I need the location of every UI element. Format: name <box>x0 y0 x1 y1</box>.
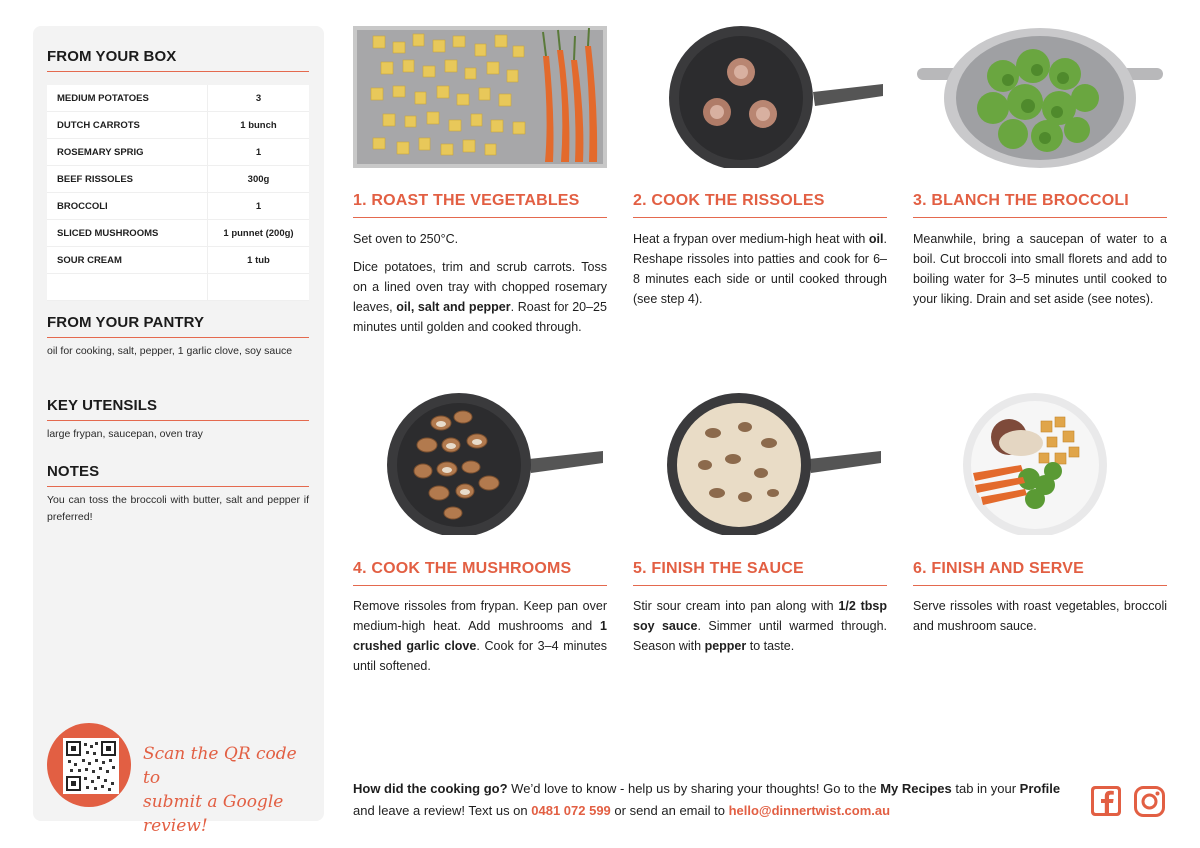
mushroom-sauce-photo <box>633 393 887 535</box>
ingredients-sidebar <box>33 26 324 836</box>
profile-label: Profile <box>1019 781 1061 796</box>
ingredient-qty: 1 tub <box>208 247 310 274</box>
broccoli-steamer-photo <box>913 26 1167 168</box>
qr-review-line-1: Scan the QR code to <box>143 744 297 788</box>
ingredient-name: BROCCOLI <box>47 193 208 220</box>
qr-review-prompt <box>143 742 313 838</box>
ingredient-name: ROSEMARY SPRIG <box>47 139 208 166</box>
step-4-text: Remove rissoles from frypan. Keep pan over medium-high heat. Add mushrooms and 1 crushed garlic clove. Cook for 3–4 minutes until softened. <box>353 599 607 673</box>
step-6-body <box>913 596 1167 644</box>
utensils-text: large frypan, saucepan, oven tray <box>47 428 203 440</box>
step-1-body <box>353 229 607 345</box>
step-6-title: 6. FINISH AND SERVE <box>913 560 1167 586</box>
step-1-text-2: Dice potatoes, trim and scrub carrots. Toss on a lined oven tray with chopped rosemary leaves, oil, salt and pepper. Roast for 20–25 minutes until golden and cooked through. <box>353 260 607 334</box>
instagram-icon[interactable] <box>1134 786 1165 817</box>
step-5-body <box>633 596 887 664</box>
table-row <box>47 220 309 247</box>
notes-text: You can toss the broccoli with butter, salt and pepper if preferred! <box>47 494 309 523</box>
my-recipes-label: My Recipes <box>880 781 952 796</box>
step-3-title: 3. BLANCH THE BROCCOLI <box>913 192 1167 218</box>
step-5-text: Stir sour cream into pan along with 1/2 tbsp soy sauce. Simmer until warmed through. Season with pepper to taste. <box>633 599 887 653</box>
rissoles-frypan-photo <box>633 26 887 168</box>
table-row <box>47 247 309 274</box>
qr-review-line-2: submit a Google review! <box>143 792 284 836</box>
ingredient-qty: 1 punnet (200g) <box>208 220 310 247</box>
ingredient-name: MEDIUM POTATOES <box>47 85 208 112</box>
facebook-icon[interactable] <box>1091 786 1121 816</box>
ingredient-qty: 1 <box>208 193 310 220</box>
ingredient-qty: 3 <box>208 85 310 112</box>
table-row <box>47 193 309 220</box>
ingredient-name: SLICED MUSHROOMS <box>47 220 208 247</box>
step-1-title: 1. ROAST THE VEGETABLES <box>353 192 607 218</box>
table-row <box>47 166 309 193</box>
mushrooms-frypan-photo <box>353 393 607 535</box>
footer-question: How did the cooking go? <box>353 781 508 796</box>
qr-badge <box>47 723 131 807</box>
table-row <box>47 85 309 112</box>
review-footer: How did the cooking go? We’d love to know - help us by sharing your thoughts! Go to the My Recipes tab in your Profile and leave a review! Text us on 0481 072 599 or send an email to hello@dinnertwist.com.au <box>353 781 1061 818</box>
email-link[interactable]: hello@dinnertwist.com.au <box>728 803 891 818</box>
step-6-text: Serve rissoles with roast vegetables, broccoli and mushroom sauce. <box>913 599 1167 633</box>
ingredient-qty: 300g <box>208 166 310 193</box>
ingredient-qty: 1 <box>208 139 310 166</box>
table-row-empty <box>47 274 309 301</box>
step-1-text: Set oven to 250°C. <box>353 232 459 246</box>
ingredient-name: SOUR CREAM <box>47 247 208 274</box>
from-your-box-heading: FROM YOUR BOX <box>47 48 309 72</box>
step-5-title: 5. FINISH THE SAUCE <box>633 560 887 586</box>
ingredient-qty: 1 bunch <box>208 112 310 139</box>
ingredients-table <box>47 85 309 301</box>
notes-heading: NOTES <box>47 463 309 487</box>
table-row <box>47 139 309 166</box>
qr-code-icon[interactable] <box>63 738 119 794</box>
step-4-body <box>353 596 607 684</box>
step-2-text: Heat a frypan over medium-high heat with oil. Reshape rissoles into patties and cook for 6–8 minutes each side or until cooked through (see step 4). <box>633 232 887 306</box>
step-4-title: 4. COOK THE MUSHROOMS <box>353 560 607 586</box>
step-2-title: 2. COOK THE RISSOLES <box>633 192 887 218</box>
roast-vegetables-photo <box>353 26 607 168</box>
ingredient-name: DUTCH CARROTS <box>47 112 208 139</box>
from-your-pantry-heading: FROM YOUR PANTRY <box>47 314 309 338</box>
step-2-body <box>633 229 887 317</box>
pantry-text: oil for cooking, salt, pepper, 1 garlic clove, soy sauce <box>47 345 293 357</box>
phone-number-link[interactable]: 0481 072 599 <box>531 803 611 818</box>
plated-dish-photo <box>913 393 1167 535</box>
key-utensils-heading: KEY UTENSILS <box>47 397 309 421</box>
table-row <box>47 112 309 139</box>
step-3-body <box>913 229 1167 317</box>
ingredient-name: BEEF RISSOLES <box>47 166 208 193</box>
step-3-text: Meanwhile, bring a saucepan of water to a boil. Cut broccoli into small florets and add to boiling water for 3–5 minutes until cooked to your liking. Drain and set aside (see notes). <box>913 232 1167 306</box>
